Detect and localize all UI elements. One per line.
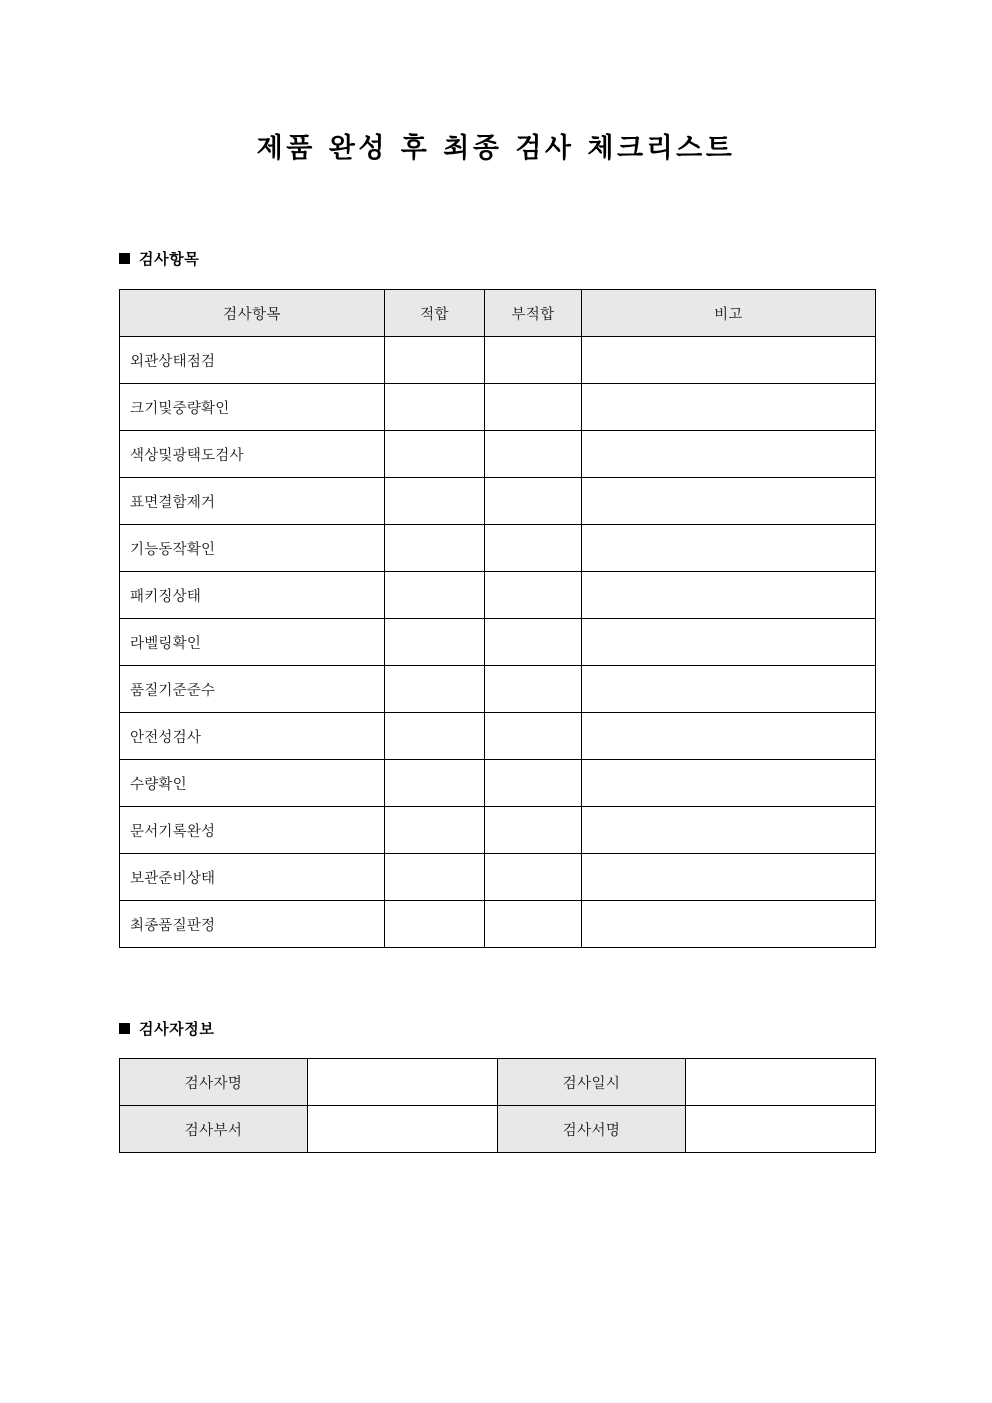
table-row	[120, 478, 876, 525]
fail-checkbox-cell[interactable]	[485, 525, 582, 572]
remark-cell[interactable]	[582, 478, 876, 525]
item-name-cell: 품질기준준수	[120, 666, 385, 713]
pass-checkbox-cell[interactable]	[385, 431, 485, 478]
fail-checkbox-cell[interactable]	[485, 854, 582, 901]
pass-checkbox-cell[interactable]	[385, 807, 485, 854]
inspection-datetime-field[interactable]	[686, 1059, 876, 1106]
item-name-cell: 최종품질판정	[120, 901, 385, 948]
fail-checkbox-cell[interactable]	[485, 572, 582, 619]
table-row	[120, 760, 876, 807]
inspector-signature-label: 검사서명	[498, 1106, 686, 1153]
remark-cell[interactable]	[582, 807, 876, 854]
section-heading-inspector	[119, 1018, 214, 1039]
table-row	[120, 666, 876, 713]
pass-checkbox-cell[interactable]	[385, 666, 485, 713]
pass-checkbox-cell[interactable]	[385, 854, 485, 901]
item-name-cell: 라벨링확인	[120, 619, 385, 666]
remark-cell[interactable]	[582, 572, 876, 619]
item-name-cell: 보관준비상태	[120, 854, 385, 901]
fail-checkbox-cell[interactable]	[485, 431, 582, 478]
table-header-row	[120, 290, 876, 337]
section-heading-items-label: 검사항목	[139, 250, 200, 268]
fail-checkbox-cell[interactable]	[485, 337, 582, 384]
fail-checkbox-cell[interactable]	[485, 713, 582, 760]
section-heading-items	[119, 248, 199, 269]
remark-cell[interactable]	[582, 854, 876, 901]
item-name-cell: 색상및광택도검사	[120, 431, 385, 478]
table-row	[120, 1106, 876, 1153]
inspector-name-field[interactable]	[308, 1059, 498, 1106]
pass-checkbox-cell[interactable]	[385, 572, 485, 619]
pass-checkbox-cell[interactable]	[385, 525, 485, 572]
inspector-signature-field[interactable]	[686, 1106, 876, 1153]
inspector-department-label: 검사부서	[120, 1106, 308, 1153]
pass-checkbox-cell[interactable]	[385, 901, 485, 948]
table-row	[120, 619, 876, 666]
table-row	[120, 572, 876, 619]
fail-checkbox-cell[interactable]	[485, 807, 582, 854]
item-name-cell: 문서기록완성	[120, 807, 385, 854]
pass-checkbox-cell[interactable]	[385, 713, 485, 760]
table-row	[120, 854, 876, 901]
item-name-cell: 외관상태점검	[120, 337, 385, 384]
remark-cell[interactable]	[582, 525, 876, 572]
table-row	[120, 431, 876, 478]
square-bullet-icon	[119, 253, 130, 264]
inspector-name-label: 검사자명	[120, 1059, 308, 1106]
pass-checkbox-cell[interactable]	[385, 760, 485, 807]
remark-cell[interactable]	[582, 713, 876, 760]
remark-cell[interactable]	[582, 431, 876, 478]
column-header-item: 검사항목	[120, 290, 385, 337]
inspector-department-field[interactable]	[308, 1106, 498, 1153]
item-name-cell: 패키징상태	[120, 572, 385, 619]
table-row	[120, 525, 876, 572]
remark-cell[interactable]	[582, 337, 876, 384]
fail-checkbox-cell[interactable]	[485, 619, 582, 666]
table-row	[120, 384, 876, 431]
remark-cell[interactable]	[582, 901, 876, 948]
item-name-cell: 기능동작확인	[120, 525, 385, 572]
fail-checkbox-cell[interactable]	[485, 901, 582, 948]
inspection-datetime-label: 검사일시	[498, 1059, 686, 1106]
column-header-pass: 적합	[385, 290, 485, 337]
square-bullet-icon	[119, 1023, 130, 1034]
section-heading-inspector-label: 검사자정보	[139, 1020, 215, 1038]
pass-checkbox-cell[interactable]	[385, 384, 485, 431]
item-name-cell: 표면결함제거	[120, 478, 385, 525]
remark-cell[interactable]	[582, 760, 876, 807]
table-row	[120, 807, 876, 854]
inspector-info-table	[119, 1058, 876, 1153]
item-name-cell: 수량확인	[120, 760, 385, 807]
pass-checkbox-cell[interactable]	[385, 619, 485, 666]
fail-checkbox-cell[interactable]	[485, 666, 582, 713]
remark-cell[interactable]	[582, 619, 876, 666]
table-row	[120, 713, 876, 760]
item-name-cell: 안전성검사	[120, 713, 385, 760]
table-row	[120, 1059, 876, 1106]
fail-checkbox-cell[interactable]	[485, 478, 582, 525]
page-title: 제품 완성 후 최종 검사 체크리스트	[256, 133, 736, 164]
inspection-items-table	[119, 289, 876, 948]
fail-checkbox-cell[interactable]	[485, 760, 582, 807]
pass-checkbox-cell[interactable]	[385, 478, 485, 525]
remark-cell[interactable]	[582, 666, 876, 713]
column-header-remark: 비고	[582, 290, 876, 337]
remark-cell[interactable]	[582, 384, 876, 431]
table-row	[120, 337, 876, 384]
pass-checkbox-cell[interactable]	[385, 337, 485, 384]
fail-checkbox-cell[interactable]	[485, 384, 582, 431]
table-row	[120, 901, 876, 948]
item-name-cell: 크기및중량확인	[120, 384, 385, 431]
column-header-fail: 부적합	[485, 290, 582, 337]
